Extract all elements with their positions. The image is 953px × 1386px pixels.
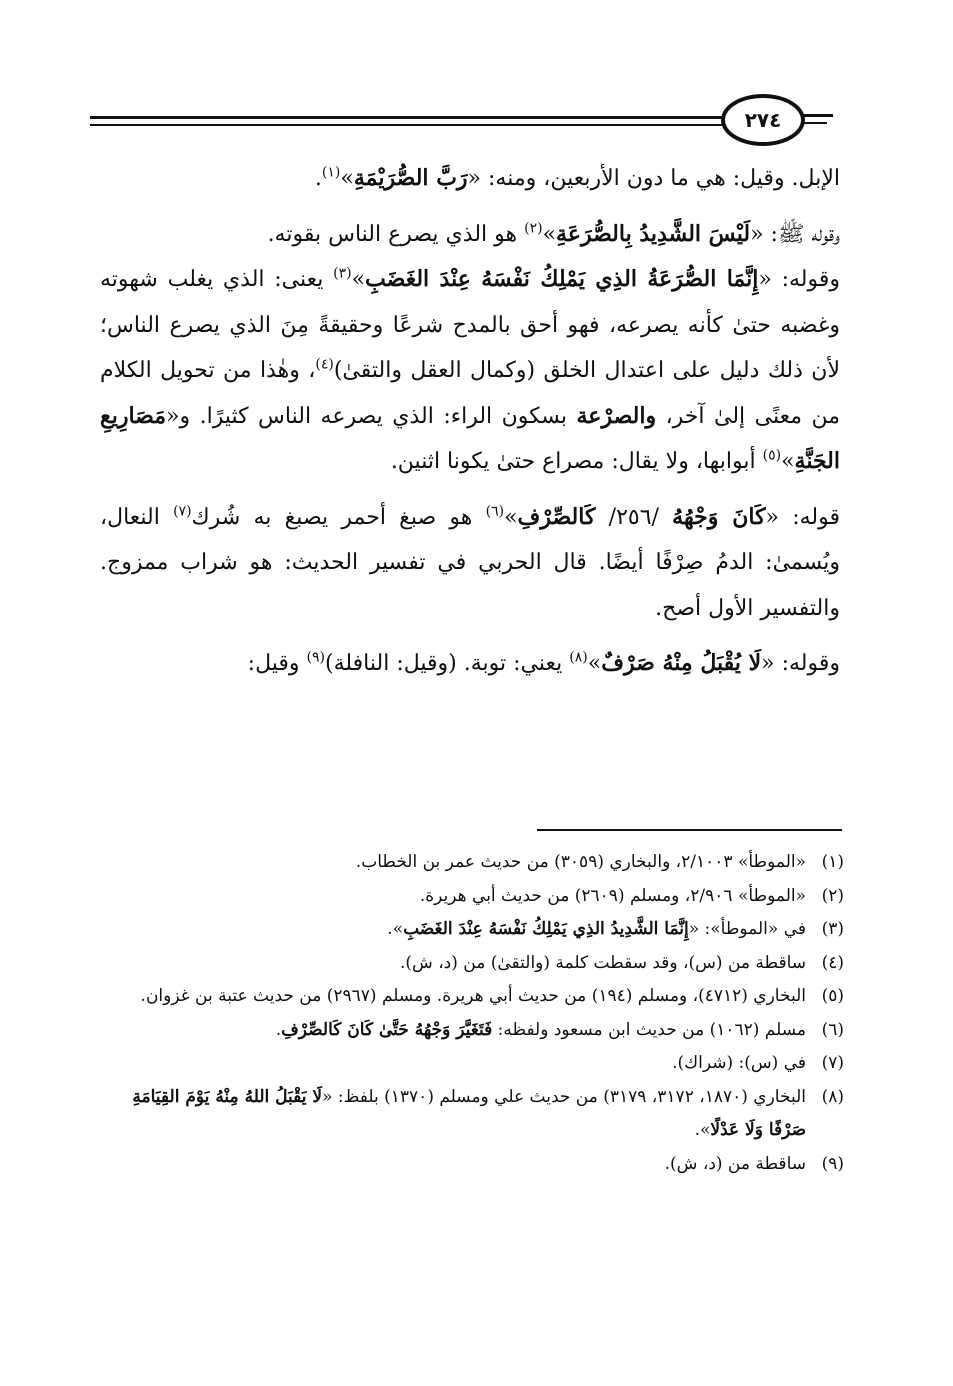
text-run: » [781, 449, 795, 474]
text-run: يعني: توبة. (وقيل: النافلة) [324, 651, 570, 676]
footnote-7 [100, 1047, 844, 1081]
footnote-number: (٨) [821, 1086, 844, 1107]
text-run: هو صبغ أحمر يصبغ به شُرك [191, 504, 486, 530]
footnote-text-run: ». [694, 1120, 711, 1140]
footnote-4 [100, 947, 844, 981]
footnote-text [100, 913, 806, 947]
footnote-number: (٣) [821, 919, 844, 939]
footnote-text-run: في «الموطأ»: « [688, 919, 806, 939]
footnote-text-run: ». [387, 919, 404, 939]
paragraph-1 [100, 156, 840, 202]
text-run: النعال، ويُسمىٰ: الدمُ صِرْفًا أيضًا. قال الحربي في تفسير الحديث: هو شراب ممزوج. والتفسير الأول أصح. [100, 504, 840, 621]
footnote-1 [100, 846, 844, 880]
footnote-2 [100, 880, 844, 914]
footnote-text: البخاري (٤٧١٢)، ومسلم (١٩٤) من حديث أبي هريرة. ومسلم (٢٩٦٧) من حديث عتبة بن غزوان. [140, 986, 806, 1006]
footnote-ref: (٦) [485, 503, 505, 520]
footnote-5 [100, 980, 844, 1014]
footnote-quote: فَتَغَيَّرَ وَجْهُهُ حَتَّىٰ كَانَ كَالصِّرْفِ [281, 1019, 493, 1040]
text-run: وقيل: [247, 651, 307, 676]
text-run: يعنى: الذي يغلب شهوته وغضبه حتىٰ كأنه يصرعه، فهو أحق بالمدح شرعًا وحقيقةً مِنَ الذي يصرع الناس؛ لأن ذلك دليل على اعتدال الخلق (وكمال العقل والتقىٰ) [100, 267, 840, 383]
footnote-ref: (٥) [762, 447, 782, 464]
text-run: » [351, 267, 366, 292]
footnote-6 [100, 1014, 844, 1048]
footnote-ref: (٩) [306, 649, 325, 666]
footnote-text-run: البخاري (١٨٧٠، ٣١٧٢، ٣١٧٩) من حديث علي ومسلم (١٣٧٠) بلفظ: « [322, 1086, 806, 1107]
footnote-3 [100, 913, 844, 947]
text-run: » [504, 504, 518, 530]
footnote-text: «الموطأ» ٢/١٠٠٣، والبخاري (٣٠٥٩) من حديث عمر بن الخطاب. [355, 852, 806, 872]
paragraph-3 [100, 257, 840, 485]
text-run: » [340, 166, 354, 191]
hadith-quote: لَا يُقْبَلُ مِنْهُ صَرْفٌ [601, 650, 762, 676]
footnote-text: ساقطة من (س)، وقد سقطت كلمة (والتقىٰ) من (د، ش). [400, 952, 806, 973]
footnote-number: (٩) [821, 1153, 844, 1174]
text-run: وقوله: « [761, 651, 840, 676]
footnote-number: (٤) [821, 952, 844, 973]
footnote-text: ساقطة من (د، ش). [664, 1153, 806, 1174]
hadith-quote: كَانَ وَجْهُهُ [672, 503, 766, 530]
footnote-ref: (٤) [315, 356, 334, 373]
text-run: أبوابها، ولا يقال: مصراع حتىٰ يكونا اثنين. [390, 449, 763, 474]
footnote-text [100, 1081, 806, 1148]
footnote-number: (٦) [821, 1019, 844, 1040]
header-rule-thin [90, 124, 792, 126]
footnote-ref: (٣) [333, 265, 352, 282]
text-run: ، وهٰذا من تحويل الكلام من معنًى إلىٰ آخر، [100, 358, 840, 429]
paragraph-4 [100, 495, 840, 632]
text-run: وقوله: « [758, 267, 840, 292]
text-run: » [587, 651, 602, 676]
page-number-badge [721, 94, 805, 146]
footnote-9 [100, 1148, 844, 1182]
main-text [100, 156, 840, 687]
footnotes [100, 846, 844, 1181]
footnote-number: (٧) [821, 1053, 844, 1073]
footnote-quote: إِنَّمَا الشَّدِيدُ الذِي يَمْلِكُ نَفْسَهُ عِنْدَ الغَضَبِ [403, 919, 689, 939]
hadith-quote: لَيْسَ الشَّدِيدُ بِالصُّرَعَةِ [556, 220, 751, 247]
paragraph-5 [100, 641, 840, 687]
text-run: قوله: « [765, 504, 841, 530]
hadith-quote: رَبَّ الصُّرَيْمَةِ [353, 165, 468, 191]
footnote-ref: (٧) [173, 503, 192, 520]
page-number: ٢٧٤ [744, 108, 782, 132]
footnote-text [100, 1014, 806, 1048]
footnote-ref: (٨) [569, 649, 588, 666]
text-run: » [542, 221, 557, 247]
footnote-quote: لَا يَقْبَلُ اللهُ مِنْهُ يَوْمَ القِيَامَةِ صَرْفًا وَلَا عَدْلًا [132, 1086, 806, 1140]
paragraph-2 [100, 212, 840, 258]
footnote-ref: (٢) [524, 220, 543, 237]
text-run: هو الذي يصرع الناس بقوته. [267, 221, 525, 247]
header-rule [90, 116, 792, 119]
text-run: وقوله ﷺ: « [750, 221, 840, 247]
footnote-number: (٢) [821, 885, 844, 906]
footnote-separator [537, 829, 842, 831]
term-bold: والصرْعة [576, 402, 657, 429]
hadith-quote: إِنَّمَا الصُّرَعَةُ الذِي يَمْلِكُ نَفْسَهُ عِنْدَ الغَضَبِ [365, 266, 759, 292]
hadith-quote: كَالصِّرْفِ [517, 503, 596, 530]
header-rule-tail [801, 114, 833, 117]
header-rule-tail-thin [801, 122, 827, 124]
footnote-text: «الموطأ» ٢/٩٠٦، ومسلم (٢٦٠٩) من حديث أبي هريرة. [419, 885, 806, 906]
footnote-text-run: . [275, 1019, 282, 1040]
manuscript-page-marker: /٢٥٦/ [595, 504, 673, 530]
text-run: بسكون الراء: الذي يصرعه الناس كثيرًا. و« [166, 403, 577, 429]
text-run: الإبل. وقيل: هي ما دون الأربعين، ومنه: « [467, 166, 840, 191]
footnote-ref: (١) [321, 164, 341, 181]
footnote-text: في (س): (شراك). [672, 1053, 806, 1073]
hadith-quote: مَصَارِيعِ الجَنَّةِ [100, 402, 840, 474]
footnote-8 [100, 1081, 844, 1148]
text-run: . [314, 166, 322, 191]
footnote-text-run: مسلم (١٠٦٢) من حديث ابن مسعود ولفظه: [492, 1019, 806, 1040]
footnote-number: (٥) [821, 986, 844, 1006]
footnote-number: (١) [821, 852, 844, 872]
